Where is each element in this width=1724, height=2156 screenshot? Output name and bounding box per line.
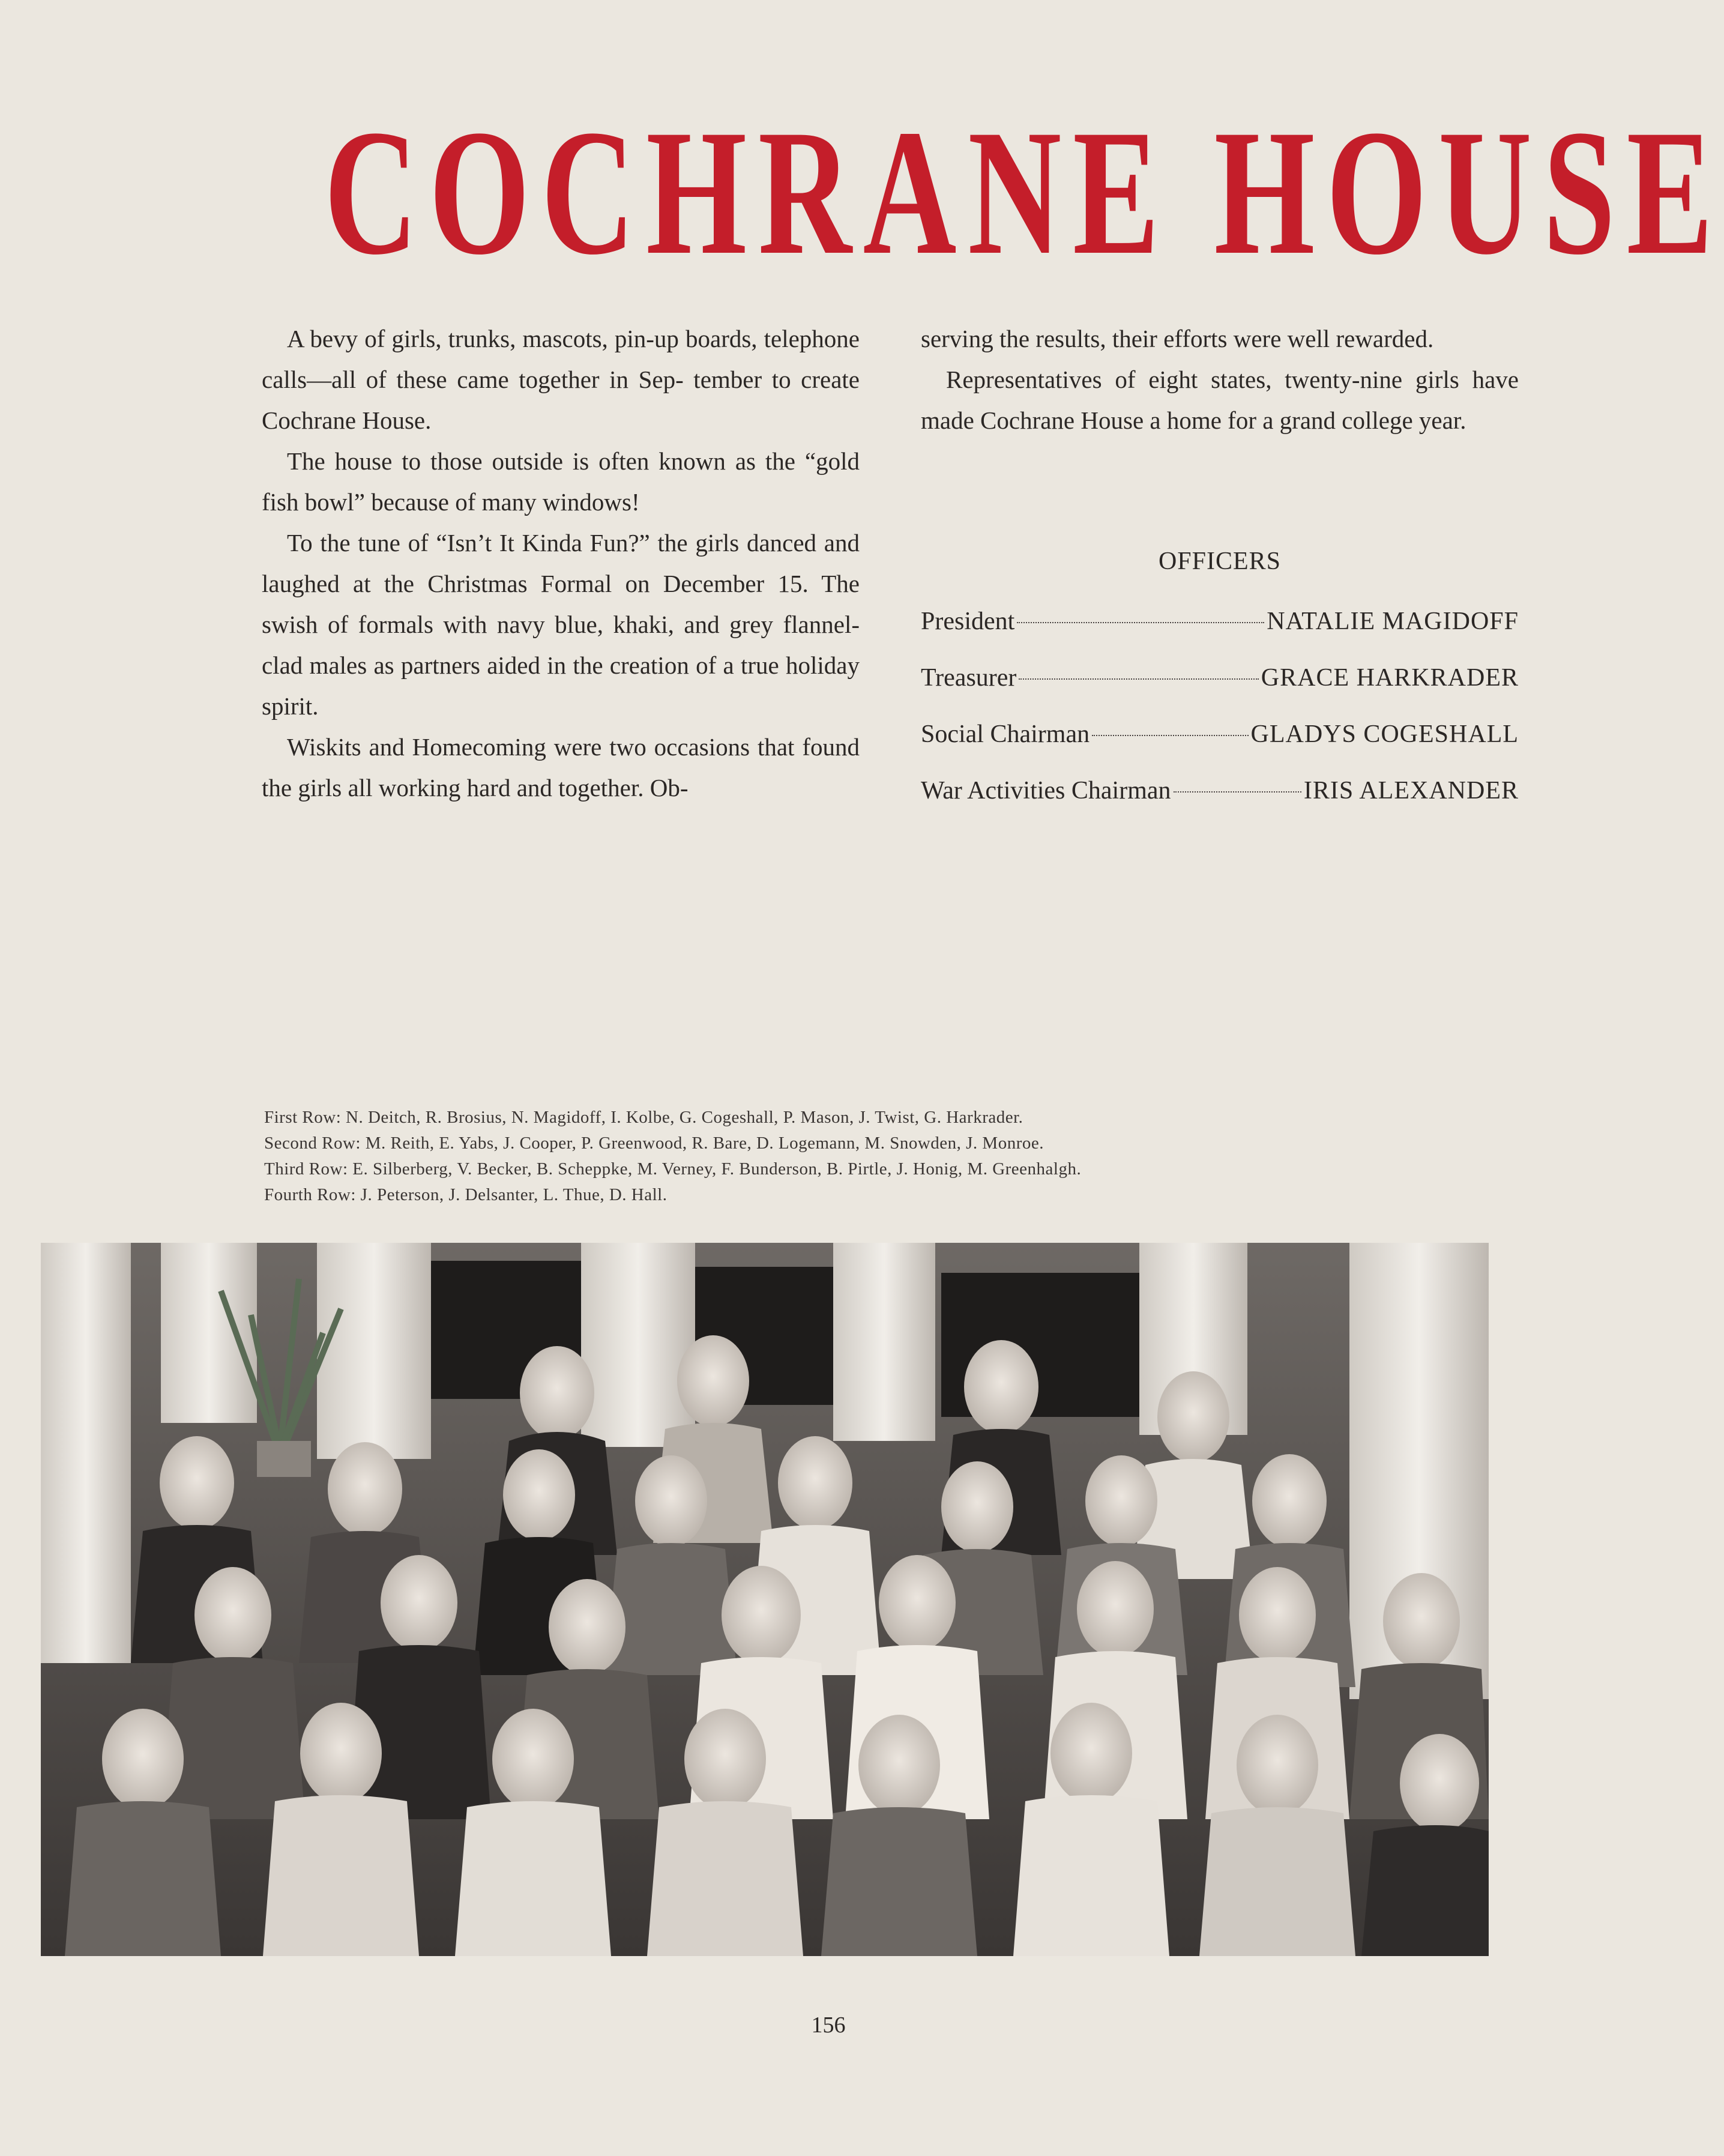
officers-heading: OFFICERS	[1158, 548, 1282, 575]
officer-row	[921, 650, 1519, 706]
page-number: 156	[811, 2013, 846, 2038]
paragraph: Representatives of eight states, twenty-nine girls have made Cochrane House a home for a grand college year.	[921, 366, 1519, 434]
officer-name: NATALIE MAGIDOFF	[1267, 608, 1519, 635]
photo-caption	[264, 1105, 1345, 1208]
dotted-leader	[1019, 678, 1258, 680]
officer-row	[921, 762, 1519, 819]
officer-name: GRACE HARKRADER	[1261, 664, 1519, 692]
caption-line: Second Row: M. Reith, E. Yabs, J. Cooper, P. Greenwood, R. Bare, D. Logemann, M. Snowden, J. Monroe.	[264, 1134, 1044, 1153]
officers-list	[921, 540, 1519, 819]
caption-line: Third Row: E. Silberberg, V. Becker, B. Scheppke, M. Verney, F. Bunderson, B. Pirtle, J. Honig, M. Greenhalgh.	[264, 1159, 1082, 1179]
dotted-leader	[1092, 735, 1248, 736]
caption-line: Fourth Row: J. Peterson, J. Delsanter, L. Thue, D. Hall.	[264, 1185, 668, 1204]
paragraph: Wiskits and Homecoming were two occasions that found the girls all working hard and together. Ob-	[262, 733, 860, 802]
dotted-leader	[1017, 622, 1264, 623]
body-text-left-column	[262, 318, 860, 808]
officer-row	[921, 593, 1519, 650]
group-photo-illustration	[41, 1243, 1489, 1956]
paragraph: The house to those outside is often known as the “gold fish bowl” because of many windows!	[262, 447, 860, 516]
officer-name: GLADYS COGESHALL	[1250, 720, 1519, 748]
officer-role: Social Chairman	[921, 720, 1090, 748]
officer-role: Treasurer	[921, 664, 1017, 692]
group-photo	[41, 1243, 1489, 1956]
dotted-leader	[1174, 791, 1301, 793]
page-title: COCHRANE HOUSE	[324, 92, 1724, 292]
officer-row	[921, 706, 1519, 762]
officer-name: IRIS ALEXANDER	[1303, 777, 1519, 805]
caption-line: First Row: N. Deitch, R. Brosius, N. Magidoff, I. Kolbe, G. Cogeshall, P. Mason, J. Twist, G. Harkrader.	[264, 1108, 1023, 1127]
officer-role: President	[921, 608, 1015, 635]
paragraph: serving the results, their efforts were well rewarded.	[921, 325, 1434, 352]
paragraph: A bevy of girls, trunks, mascots, pin-up boards, telephone calls—all of these came together in Sep- tember to create Cochrane House.	[262, 325, 860, 434]
officer-role: War Activities Chairman	[921, 777, 1171, 805]
paragraph: To the tune of “Isn’t It Kinda Fun?” the girls danced and laughed at the Christmas Formal on December 15. The swish of formals with navy blue, khaki, and grey flannel-clad males as partners aided in the creation of a true holiday spirit.	[262, 529, 860, 720]
body-text-right-column	[921, 318, 1519, 441]
